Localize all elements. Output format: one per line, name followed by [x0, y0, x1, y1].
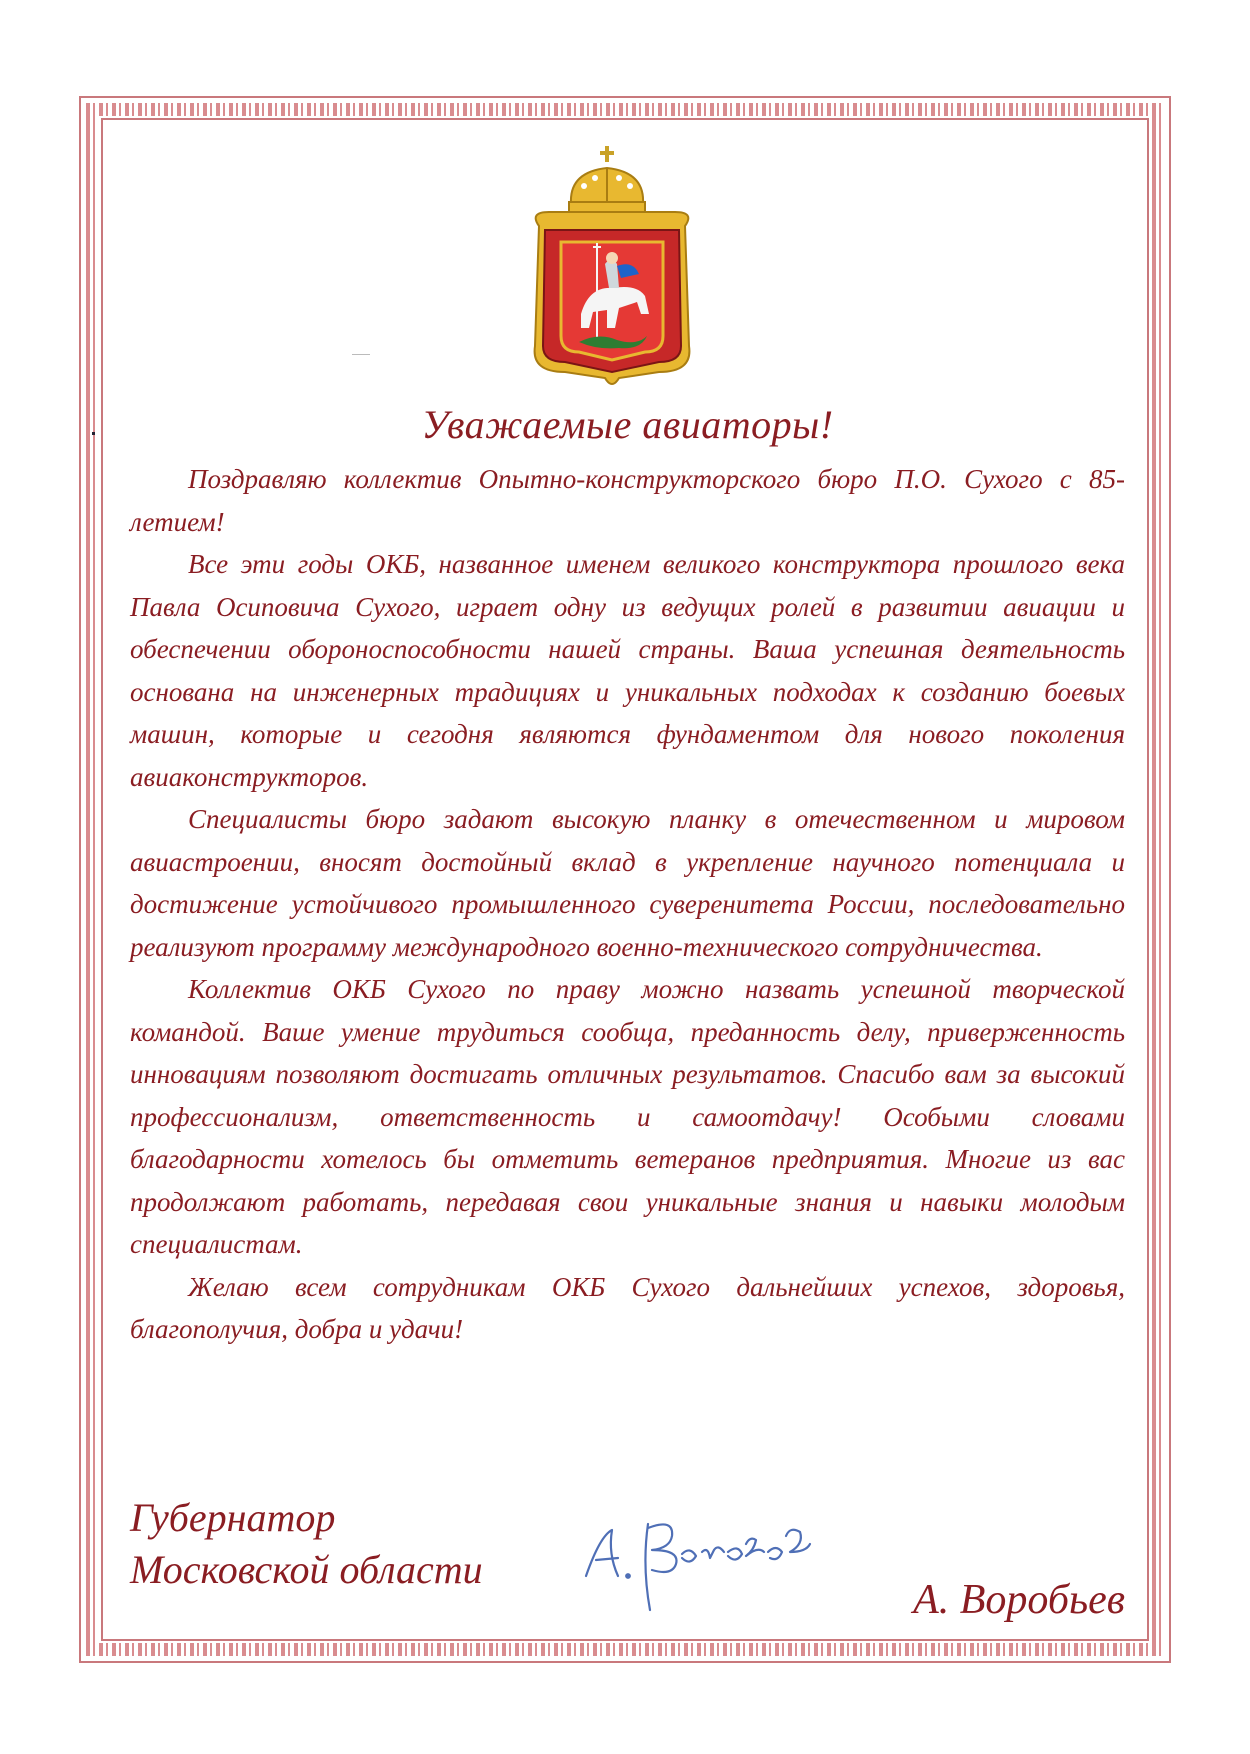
position-line-2: Московской области — [130, 1547, 483, 1592]
signature-block — [130, 1492, 1125, 1642]
coat-of-arms-icon — [509, 146, 715, 392]
scan-speck — [92, 432, 95, 435]
paragraph-2: Все эти годы ОКБ, названное именем великого конструктора прошлого века Павла Осиповича Сухого, играет одну из ведущих ролей в развитии авиации и обеспечении обороноспособности нашей страны. Ваша успешная деятельность основана на инженерных традициях и уникальных подходах к созданию боевых машин, которые и сегодня являются фундаментом для нового поколения авиаконструкторов. — [130, 549, 1125, 792]
scan-speck — [352, 354, 370, 355]
crown-icon — [569, 146, 645, 212]
letter-body — [130, 400, 1125, 1351]
paragraph-5: Желаю всем сотрудникам ОКБ Сухого дальнейших успехов, здоровья, благополучия, добра и удачи! — [130, 1271, 1125, 1344]
paragraph-1: Поздравляю коллектив Опытно-конструкторского бюро П.О. Сухого с 85-летием! — [130, 464, 1125, 537]
paragraph-3: Специалисты бюро задают высокую планку в отечественном и мировом авиастроении, вносят достойный вклад в укрепление научного потенциала и достижение устойчивого промышленного суверенитета России, последовательно реализуют программу международного военно-технического сотрудничества. — [130, 804, 1125, 962]
handwritten-signature — [578, 1506, 828, 1621]
position-line-1: Губернатор — [130, 1495, 336, 1540]
greeting-heading: Уважаемые авиаторы! — [421, 402, 834, 447]
signer-position — [130, 1492, 483, 1596]
signer-name: А. Воробьев — [913, 1577, 1125, 1623]
paragraph-4: Коллектив ОКБ Сухого по праву можно назвать успешной творческой командой. Ваше умение трудиться сообща, преданность делу, приверженность инновациям позволяют достигать отличных результатов. Спасибо вам за высокий профессионализм, ответственность и самоотдачу! Особыми словами благодарности хотелось бы отметить ветеранов предприятия. Многие из вас продолжают работать, передавая свои уникальные знания и навыки молодым специалистам. — [130, 974, 1125, 1259]
